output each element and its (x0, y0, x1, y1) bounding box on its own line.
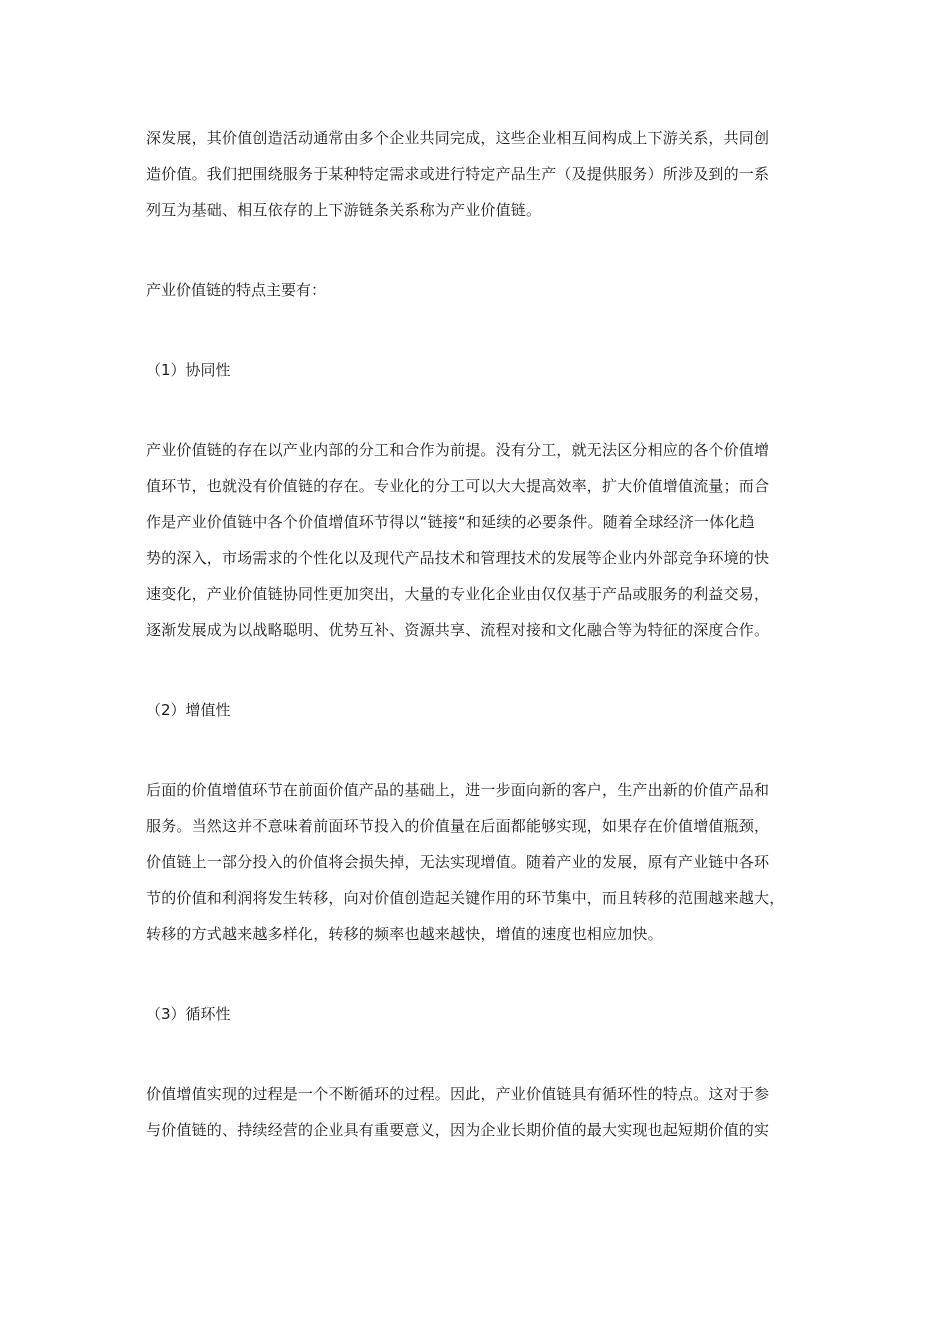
text-line: 价值链上一部分投入的价值将会损失掉，无法实现增值。随着产业的发展，原有产业链中各环 (146, 853, 770, 871)
text-line: 价值增值实现的过程是一个不断循环的过程。因此，产业价值链具有循环性的特点。这对于参 (146, 1085, 770, 1103)
spacer (146, 308, 806, 352)
text-line: 节的价值和利润将发生转移，向对价值创造起关键作用的环节集中，而且转移的范围越来越大， (146, 889, 785, 907)
text-line: 作是产业价值链中各个价值增值环节得以“链接“和延续的必要条件。随着全球经济一体化趋 (146, 513, 755, 531)
text-line: 逐渐发展成为以战略聪明、优势互补、资源共享、流程对接和文化融合等为特征的深度合作。 (146, 621, 770, 639)
text-line: 产业价值链的存在以产业内部的分工和合作为前提。没有分工，就无法区分相应的各个价值增 (146, 441, 770, 459)
text-line: 与价值链的、持续经营的企业具有重要意义，因为企业长期价值的最大实现也起短期价值的实 (146, 1121, 770, 1139)
text-line: 服务。当然这并不意味着前面环节投入的价值量在后面都能够实现，如果存在价值增值瓶颈， (146, 817, 770, 835)
text-line: 势的深入，市场需求的个性化以及现代产品技术和管理技术的发展等企业内外部竞争环境的快 (146, 549, 770, 567)
spacer (146, 228, 806, 272)
spacer (146, 388, 806, 432)
text-line: 转移的方式越来越多样化，转移的频率也越来越快，增值的速度也相应加快。 (146, 925, 663, 943)
section-paragraph-value-added (146, 772, 806, 952)
text-line: 列互为基础、相互依存的上下游链条关系称为产业价值链。 (146, 201, 542, 219)
text-line: 速变化，产业价值链协同性更加突出，大量的专业化企业由仅仅基于产品或服务的利益交易， (146, 585, 770, 603)
document-body (146, 120, 806, 1148)
intro-paragraph (146, 120, 806, 228)
section-heading-cyclic: （3）循环性 (146, 1005, 231, 1023)
text-line: 深发展，其价值创造活动通常由多个企业共同完成，这些企业相互间构成上下游关系，共同创 (146, 129, 770, 147)
spacer (146, 1032, 806, 1076)
spacer (146, 952, 806, 996)
spacer (146, 648, 806, 692)
features-intro: 产业价值链的特点主要有： (146, 281, 327, 299)
section-paragraph-synergy (146, 432, 806, 648)
text-line: 造价值。我们把围绕服务于某种特定需求或进行特定产品生产（及提供服务）所涉及到的一系 (146, 165, 770, 183)
section-heading-value-added: （2）增值性 (146, 701, 231, 719)
section-heading-synergy: （1）协同性 (146, 361, 231, 379)
section-paragraph-cyclic (146, 1076, 806, 1148)
spacer (146, 728, 806, 772)
text-line: 值环节，也就没有价值链的存在。专业化的分工可以大大提高效率，扩大价值增值流量；而合 (146, 477, 770, 495)
text-line: 后面的价值增值环节在前面价值产品的基础上，进一步面向新的客户，生产出新的价值产品和 (146, 781, 770, 799)
